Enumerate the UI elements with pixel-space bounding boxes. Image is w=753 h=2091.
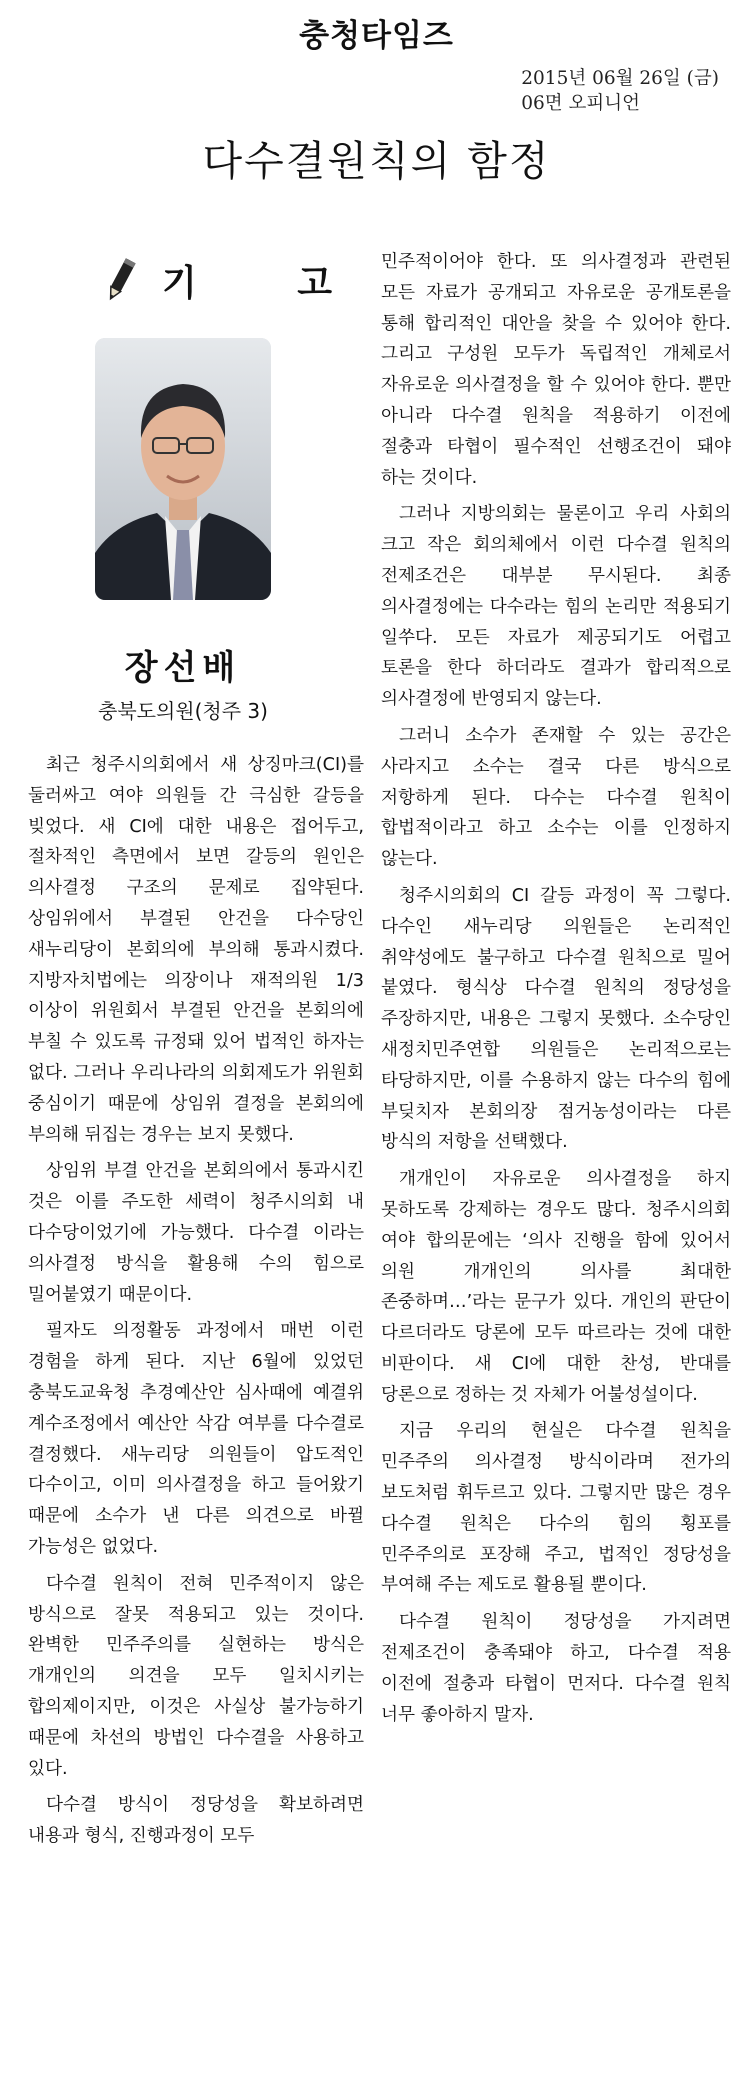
- paragraph: 그러나 지방의회는 물론이고 우리 사회의 크고 작은 회의체에서 이런 다수결 원칙의 전제조건은 대부분 무시된다. 최종 의사결정에는 다수라는 힘의 논리만 적용되기 일쑤다. 모든 자료가 제공되기도 어렵고 토론을 한다 하더라도 결과가 합리적으로 의사결정에 반영되지 않는다.: [381, 504, 731, 710]
- column-label-text: 기 고: [162, 262, 377, 304]
- author-title: 충북도의원(청주 3): [98, 699, 268, 723]
- column-label: [100, 252, 376, 308]
- author-photo: [95, 338, 271, 600]
- paragraph: 지금 우리의 현실은 다수결 원칙을 민주주의 의사결정 방식이라며 전가의 보도처럼 휘두르고 있다. 그렇지만 많은 경우 다수결 원칙은 다수의 힘의 횡포를 민주주의로 포장해 주고, 법적인 정당성을 부여해 주는 제도로 활용될 뿐이다.: [381, 1421, 731, 1596]
- paragraph: 개개인이 자유로운 의사결정을 하지 못하도록 강제하는 경우도 많다. 청주시의회 여야 합의문에는 ‘의사 진행을 함에 있어서 의원 개개인의 의사를 최대한 존중하며…’라는 문구가 있다. 개인의 판단이 다르더라도 당론에 모두 따르라는 것에 대한 비판이다. 새 CI에 대한 찬성, 반대를 당론으로 정하는 것 자체가 어불성설이다.: [381, 1169, 731, 1405]
- pencil-icon: [100, 256, 140, 304]
- article-column-right: [381, 247, 731, 1736]
- author-name: 장선배: [124, 648, 242, 688]
- paragraph: 민주적이어야 한다. 또 의사결정과 관련된 모든 자료가 공개되고 자유로운 공개토론을 통해 합리적인 대안을 찾을 수 있어야 한다. 그리고 구성원 모두가 독립적인 개체로서 자유로운 의사결정을 할 수 있어야 한다. 뿐만 아니라 다수결 원칙을 적용하기 이전에 절충과 타협이 필수적인 선행조건이 돼야 하는 것이다.: [381, 252, 731, 488]
- article-column-left: [28, 750, 364, 1858]
- paragraph: 다수결 원칙이 전혀 민주적이지 않은 방식으로 잘못 적용되고 있는 것이다. 완벽한 민주주의를 실현하는 방식은 개개인의 의견을 모두 일치시키는 합의제이지만, 이것은 사실상 불가능하기 때문에 차선의 방법인 다수결을 사용하고 있다.: [28, 1573, 364, 1779]
- paragraph: 다수결 원칙이 정당성을 가지려면 전제조건이 충족돼야 하고, 다수결 적용 이전에 절충과 타협이 먼저다. 다수결 원칙 너무 좋아하지 말자.: [381, 1612, 731, 1725]
- paragraph: 필자도 의정활동 과정에서 매번 이런 경험을 하게 된다. 지난 6월에 있었던 충북도교육청 추경예산안 심사때에 예결위 계수조정에서 예산안 삭감 여부를 다수결로 결정했다. 새누리당 의원들이 압도적인 다수이고, 이미 의사결정을 하고 들어왔기 때문에 소수가 낸 다른 의견으로 바뀔 가능성은 없었다.: [28, 1321, 364, 1557]
- paragraph: 청주시의회의 CI 갈등 과정이 꼭 그렇다. 다수인 새누리당 의원들은 논리적인 취약성에도 불구하고 다수결 원칙으로 밀어 붙였다. 형식상 다수결 원칙의 정당성을 주장하지만, 내용은 그렇지 못했다. 소수당인 새정치민주연합 의원들은 논리적으로는 타당하지만, 이를 수용하지 않는 다수의 힘에 부딪치자 본회의장 점거농성이라는 다른 방식의 저항을 선택했다.: [381, 885, 731, 1153]
- issue-section: 06면 오피니언: [521, 93, 641, 114]
- paragraph: 다수결 방식이 정당성을 확보하려면 내용과 형식, 진행과정이 모두: [28, 1795, 364, 1847]
- newspaper-name: 충청타임즈: [299, 18, 454, 54]
- issue-info: [521, 66, 719, 116]
- paragraph: 최근 청주시의회에서 새 상징마크(CI)를 둘러싸고 여야 의원들 간 극심한 갈등을 빚었다. 새 CI에 대한 내용은 접어두고, 절차적인 측면에서 보면 갈등의 원인은 의사결정 구조의 문제로 집약된다. 상임위에서 부결된 안건을 다수당인 새누리당이 본회의에 부의해 통과시켰다. 지방자치법에는 의장이나 재적의원 1/3 이상이 위원회서 부결된 안건을 본회의에 부칠 수 있도록 규정돼 있어 법적인 하자는 없다. 그러나 우리나라의 의회제도가 위원회 중심이기 때문에 상임위 결정을 본회의에 부의해 뒤집는 경우는 보지 못했다.: [28, 755, 364, 1145]
- paragraph: 상임위 부결 안건을 본회의에서 통과시킨 것은 이를 주도한 세력이 청주시의회 내 다수당이었기에 가능했다. 다수결 이라는 의사결정 방식을 활용해 수의 힘으로 밀어붙였기 때문이다.: [28, 1161, 364, 1305]
- issue-date: 2015년 06월 26일 (금): [521, 68, 719, 89]
- article-headline: 다수결원칙의 함정: [202, 137, 551, 185]
- paragraph: 그러니 소수가 존재할 수 있는 공간은 사라지고 소수는 결국 다른 방식으로 저항하게 된다. 다수는 다수결 원칙이 합법적이라고 하고 소수는 이를 인정하지 않는다.: [381, 725, 731, 870]
